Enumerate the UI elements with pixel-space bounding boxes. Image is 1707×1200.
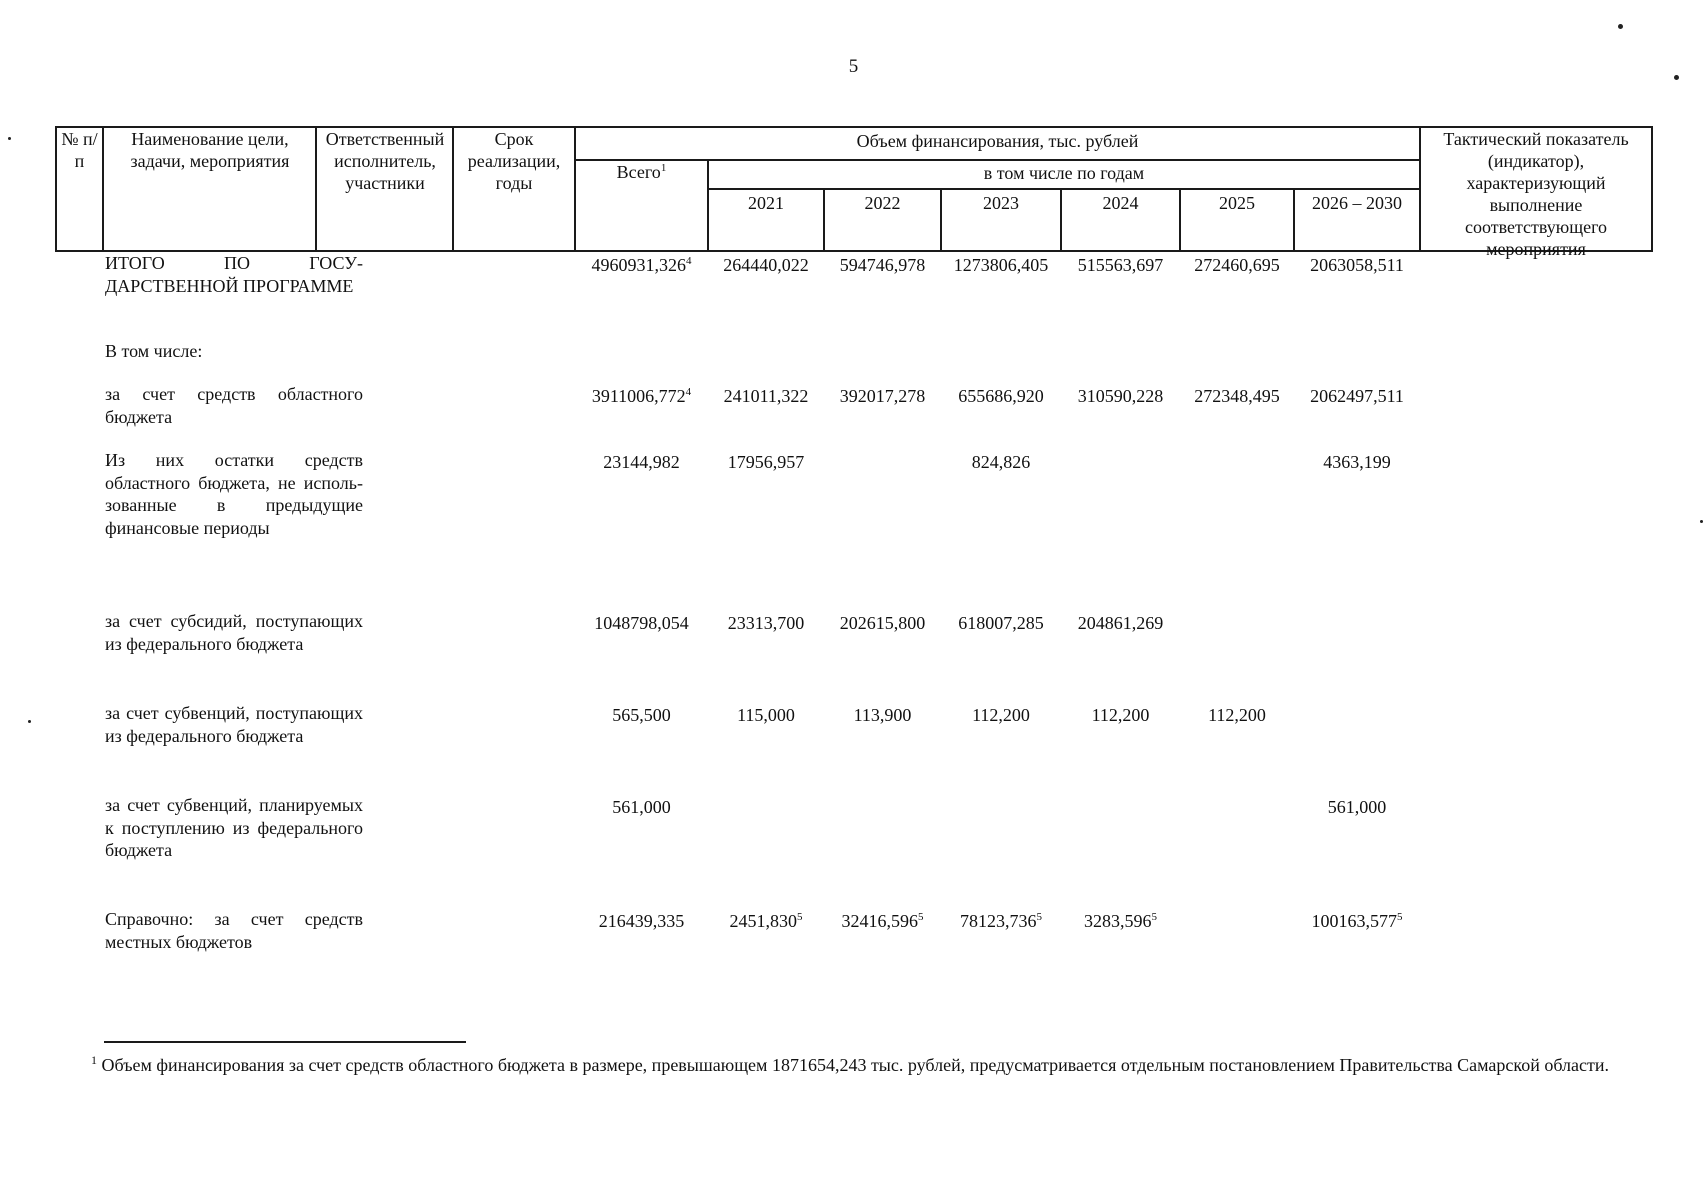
footnote-separator <box>104 1041 466 1043</box>
cell-2022: 392017,278 <box>839 386 926 406</box>
row-name: Из них остатки средств областного бюджета, не использованные в предыдущие финансовые периоды <box>105 450 363 538</box>
cell-2022: 594746,978 <box>839 255 926 275</box>
cell-2026-2030: 4363,199 <box>1323 452 1391 472</box>
cell-2022: 32416,596$^5$ <box>841 911 924 931</box>
cell-2021: 2451,830$^5$ <box>729 911 803 931</box>
cell-2025: 272348,495 <box>1194 386 1280 406</box>
cell-2024: 515563,697 <box>1077 255 1164 275</box>
footnote-ref: 5 <box>1036 911 1042 923</box>
page-number: 5 <box>848 56 859 77</box>
cell-2023: 824,826 <box>971 452 1031 472</box>
cell-total: 561,000 <box>612 797 671 817</box>
footnote-mark: 1 <box>91 1053 97 1067</box>
cell-2023: 618007,285 <box>958 613 1044 633</box>
footnote-ref: 5 <box>918 911 924 923</box>
header-year-2022: 2022 <box>864 193 901 213</box>
scan-speck <box>1618 24 1623 29</box>
row-name: за счет субсидий, поступающих из федерального бюджета <box>105 611 363 654</box>
cell-2021: 241011,322 <box>723 386 809 406</box>
cell-2026-2030: 2062497,511 <box>1310 386 1404 406</box>
header-by-years: в том числе по годам <box>983 163 1145 183</box>
scan-speck <box>1700 520 1703 523</box>
cell-2022: 202615,800 <box>839 613 926 633</box>
header-year-2023: 2023 <box>983 193 1019 213</box>
cell-2021: 115,000 <box>737 705 795 725</box>
cell-2021: 264440,022 <box>723 255 809 275</box>
cell-total: 4960931,326$^4$ <box>591 255 692 275</box>
cell-2024: 3283,596$^5$ <box>1084 911 1157 931</box>
header-total: Всего$^1$ <box>616 162 667 182</box>
total-note: 4 <box>686 255 692 267</box>
header-period: Срок реализации, годы <box>467 129 561 193</box>
header-funding: Объем финансирования, тыс. рублей <box>856 131 1139 151</box>
header-year-2025: 2025 <box>1219 193 1255 213</box>
cell-total: 216439,335 <box>598 911 685 931</box>
footnote-ref: 5 <box>1151 911 1157 923</box>
cell-2023: 1273806,405 <box>953 255 1049 275</box>
cell-total: 565,500 <box>612 705 671 725</box>
table-header <box>55 126 1651 259</box>
row-name: Справочно: за счет средств местных бюджетов <box>105 909 363 952</box>
header-indicator: Тактический показатель (индикатор), характеризующий выполнение соответствующего мероприятия <box>1443 129 1629 259</box>
header-year-2024: 2024 <box>1102 193 1139 213</box>
grid-line <box>1419 126 1421 252</box>
cell-2025: 112,200 <box>1208 705 1266 725</box>
cell-2023: 112,200 <box>972 705 1030 725</box>
cell-total: 3911006,772$^4$ <box>591 386 692 406</box>
row-name: за счет субвенций, поступающих из федерального бюджета <box>105 703 363 746</box>
header-name: Наименование цели, задачи, мероприятия <box>130 129 290 171</box>
scan-speck <box>1674 75 1679 80</box>
cell-2025: 272460,695 <box>1194 255 1280 275</box>
cell-2023: 78123,736$^5$ <box>960 911 1042 931</box>
row-name: за счет субвенций, планируемых к поступлению из федерального бюджета <box>105 795 363 860</box>
cell-2026-2030: 100163,577$^5$ <box>1311 911 1403 931</box>
cell-2024: 112,200 <box>1091 705 1150 725</box>
header-responsible: Ответственный исполнитель, участники <box>325 129 445 193</box>
cell-total: 1048798,054 <box>594 613 689 633</box>
row-name: за счет средств областного бюджета <box>105 384 363 427</box>
footnote-ref: 5 <box>797 911 803 923</box>
header-year-2026-2030: 2026 – 2030 <box>1312 193 1402 213</box>
cell-2024: 310590,228 <box>1077 386 1164 406</box>
years-divider <box>707 188 1419 190</box>
cell-2022: 113,900 <box>853 705 912 725</box>
header-year-2021: 2021 <box>748 193 784 213</box>
grid-line <box>1651 126 1653 252</box>
grid-line <box>102 126 104 252</box>
footnote-ref: 5 <box>1397 911 1403 923</box>
cell-2024: 204861,269 <box>1077 613 1164 633</box>
cell-2021: 23313,700 <box>727 613 805 633</box>
cell-2026-2030: 2063058,511 <box>1310 255 1404 275</box>
total-note: 4 <box>685 386 692 398</box>
footnote <box>91 1054 1636 1077</box>
cell-2023: 655686,920 <box>958 386 1044 406</box>
row-name: ИТОГО ПО ГОСУДАРСТВЕННОЙ ПРОГРАММЕ <box>105 253 363 296</box>
cell-2026-2030: 561,000 <box>1327 797 1387 817</box>
row-name: В том числе: <box>105 341 203 361</box>
scan-speck <box>28 720 31 723</box>
header-num: № п/п <box>61 129 98 171</box>
cell-total: 23144,982 <box>603 452 680 472</box>
footnote-text: Объем финансирования за счет средств областного бюджета в размере, превышающем 1871654,243 тыс. рублей, предусматривается отдельным постановлением Правительства Самарской области. <box>101 1055 1610 1075</box>
header-total-note: 1 <box>660 162 667 174</box>
cell-2021: 17956,957 <box>727 452 805 472</box>
scan-speck <box>8 137 11 140</box>
